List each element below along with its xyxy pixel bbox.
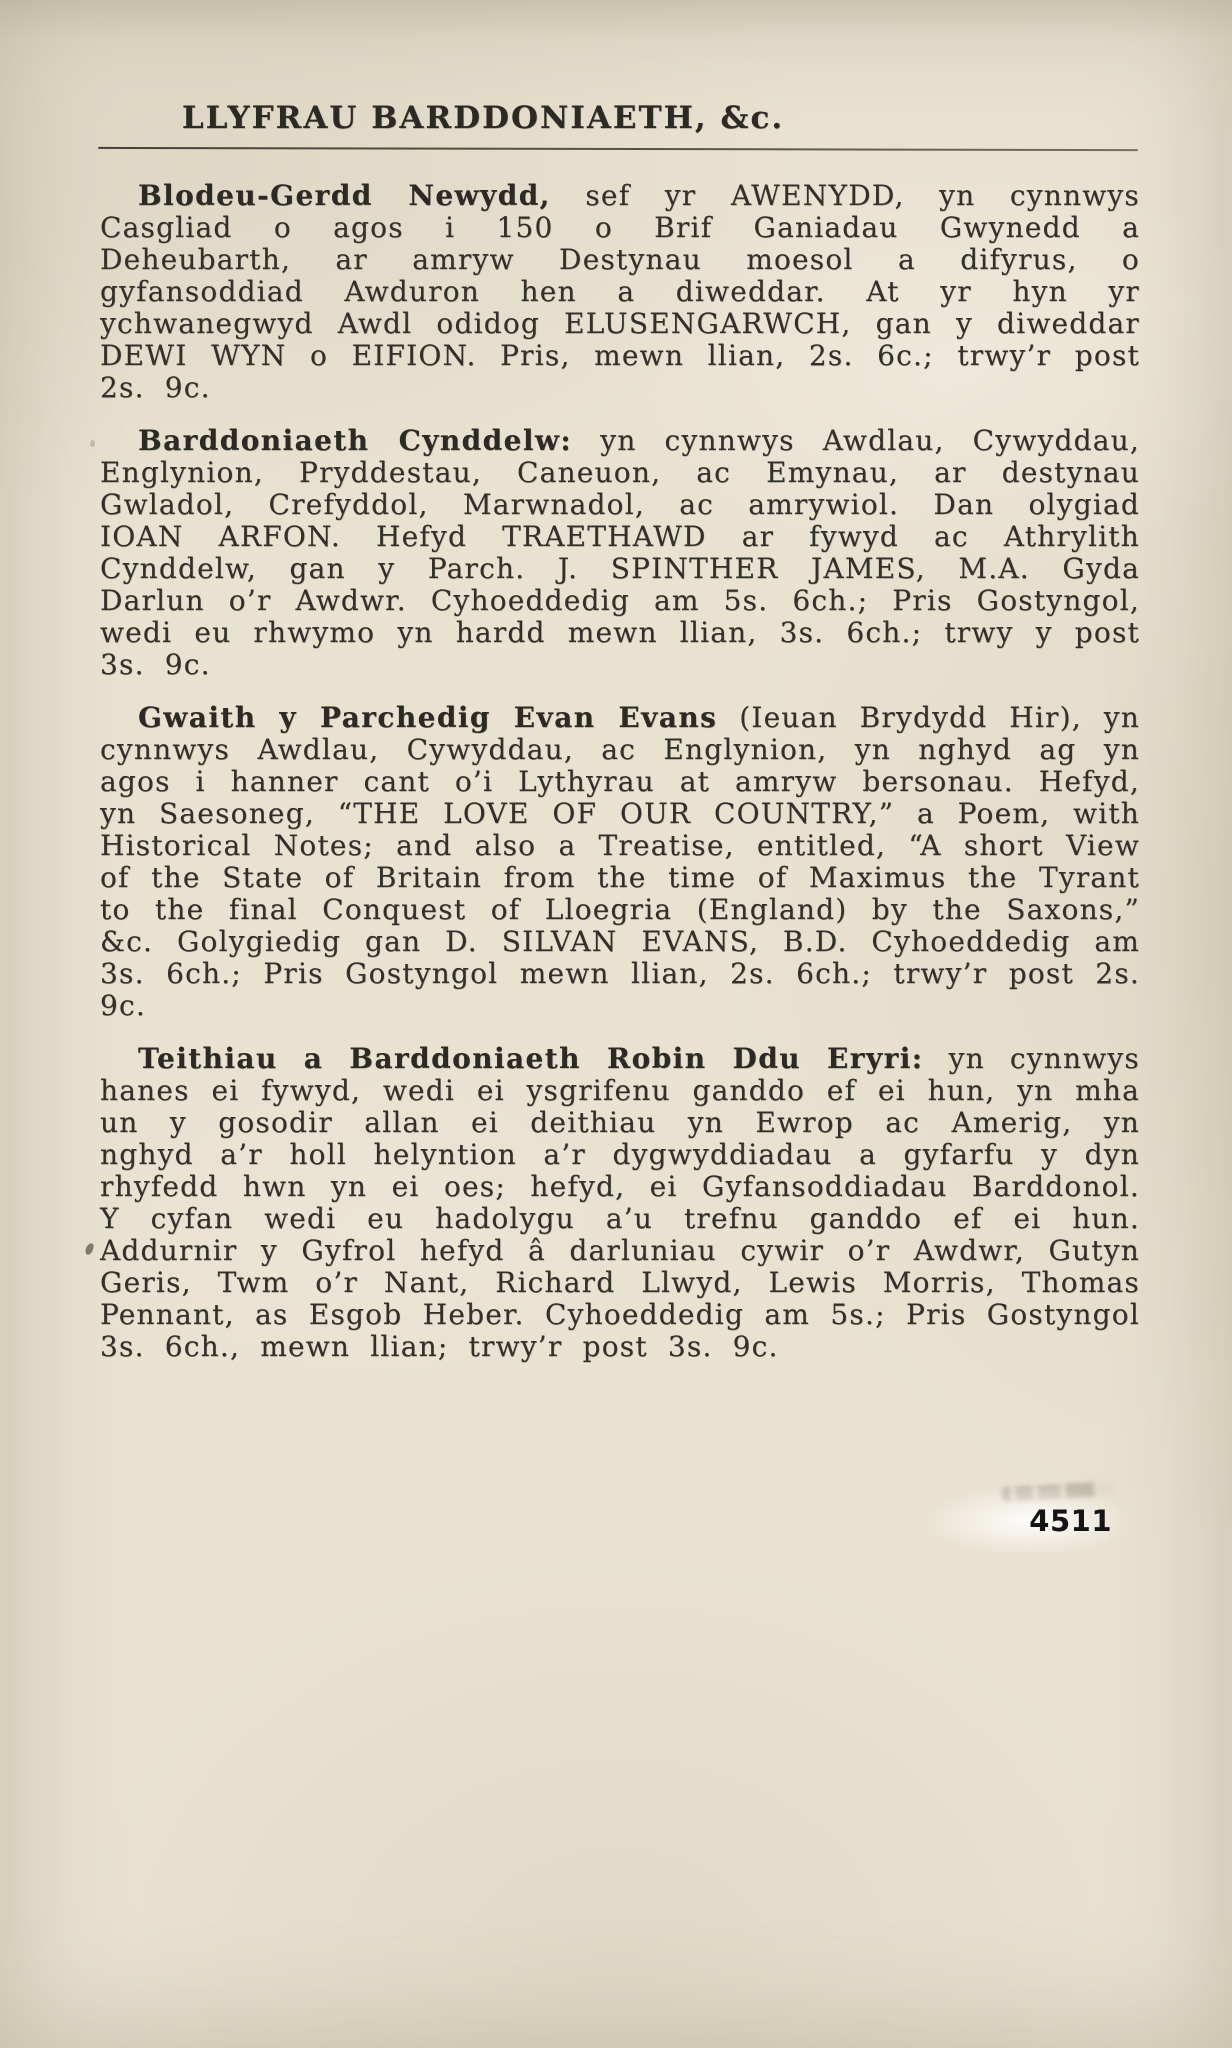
book-entry-lead: Blodeu-Gerdd Newydd, [138,179,551,212]
page-number: 4511 [1029,1504,1112,1538]
book-entry-lead: Gwaith y Parchedig Evan Evans [138,701,718,734]
book-entry-lead: Barddoniaeth Cynddelw: [138,424,573,457]
book-entry-body: yn cynnwys Awdlau, Cywyddau, Englynion, Pryddestau, Caneuon, ac Emynau, ar destynau Gwladol, Crefyddol, Marwnadol, ac amrywiol. Dan olygiad IOAN ARFON. Hefyd TRAETHAWD ar fywyd ac Athrylith Cynddelw, gan y Parch. J. SPINTHER JAMES, M.A. Gyda Darlun o’r Awdwr. Cyhoeddedig am 5s. 6ch.; Pris Gostyngol, wedi eu rhwymo yn hardd mewn llian, 3s. 6ch.; trwy y post 3s. 9c. [100,424,1140,681]
book-entry-body: yn cynnwys hanes ei fywyd, wedi ei ysgrifenu ganddo ef ei hun, yn mha un y gosodir allan ei deithiau yn Ewrop ac Amerig, yn nghyd a’r holl helyntion a’r dygwyddiadau a gyfarfu y dyn rhyfedd hwn yn ei oes; hefyd, ei Gyfansoddiadau Barddonol. Y cyfan wedi eu hadolygu a’u trefnu ganddo ef ei hun. Addurnir y Gyfrol hefyd â darluniau cywir o’r Awdwr, Gutyn Geris, Twm o’r Nant, Richard Llwyd, Lewis Morris, Thomas Pennant, as Esgob Heber. Cyhoeddedig am 5s.; Pris Gostyngol 3s. 6ch., mewn llian; trwy’r post 3s. 9c. [100,1042,1140,1363]
title-rule [98,147,1138,151]
book-entry-body: (Ieuan Brydydd Hir), yn cynnwys Awdlau, Cywyddau, ac Englynion, yn nghyd ag yn agos i hanner cant o’i Lythyrau at amryw bersonau. Hefyd, yn Saesoneg, “THE LOVE OF OUR COUNTRY,” a Poem, with Historical Notes; and also a Treatise, entitled, “A short View of the State of Britain from the time of Maximus the Tyrant to the final Conquest of Lloegria (England) by the Saxons,” &c. Golygiedig gan D. SILVAN EVANS, B.D. Cyhoeddedig am 3s. 6ch.; Pris Gostyngol mewn llian, 2s. 6ch.; trwy’r post 2s. 9c. [100,701,1140,1022]
page-header [98,100,1138,150]
ink-speck [84,1242,94,1256]
book-entry-body: sef yr AWENYDD, yn cynnwys Casgliad o agos i 150 o Brif Ganiadau Gwynedd a Deheubarth, ar amryw Destynau moesol a difyrus, o gyfansoddiad Awduron hen a diweddar. At yr hyn yr ychwanegwyd Awdl odidog ELUSENGARWCH, gan y diweddar DEWI WYN o EIFION. Pris, mewn llian, 2s. 6c.; trwy’r post 2s. 9c. [100,179,1140,404]
book-entry-lead: Teithiau a Barddoniaeth Robin Ddu Eryri: [138,1042,924,1075]
page-number-patch [928,1488,1128,1554]
ink-speck [89,440,95,448]
book-entry-barddoniaeth-cynddelw [100,425,1140,681]
book-entry-blodeu-gerdd [100,180,1140,404]
book-entry-gwaith-evan-evans [100,702,1140,1022]
page-content [100,180,1140,1384]
page-title: LLYFRAU BARDDONIAETH, &c. [181,100,785,136]
book-entry-robin-ddu-eryri [100,1043,1140,1363]
